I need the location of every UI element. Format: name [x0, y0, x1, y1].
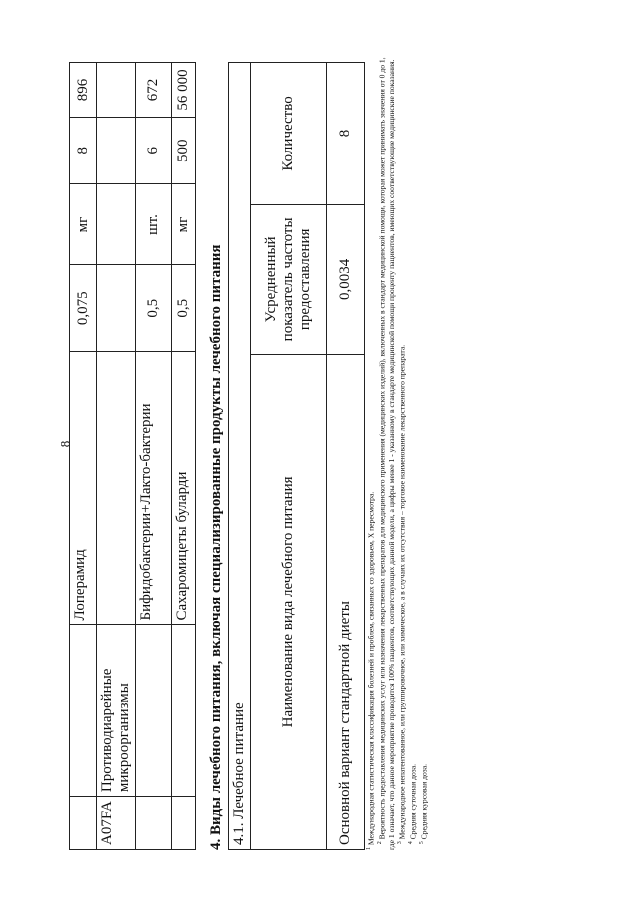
- table-row: [172, 63, 196, 850]
- table-row: [70, 63, 97, 850]
- footnote-4: $^4$ Средняя суточная доза.: [408, 763, 418, 845]
- table-row: [327, 63, 365, 850]
- column-header-name: Наименование вида лечебного питания: [251, 354, 327, 849]
- subsection-heading: 4.1. Лечебное питание: [229, 63, 251, 850]
- table-row: [136, 63, 172, 850]
- drug-daily-dose: 8: [70, 118, 97, 184]
- page-number: 8: [57, 440, 73, 448]
- section-heading: 4. Виды лечебного питания, включая специализированные продукты лечебного питания: [208, 244, 224, 850]
- table-header-row: [251, 63, 327, 850]
- table-row: [97, 63, 136, 850]
- column-header-quantity: Количество: [251, 63, 327, 205]
- drug-name: Сахаромицеты буларди: [172, 352, 196, 625]
- footnote-1: $^1$ Международная статистическая классификация болезней и проблем, связанных со здоровьем, X пересмотра.: [366, 491, 376, 850]
- drug-group: [136, 625, 172, 797]
- drug-name: Лоперамид: [70, 352, 97, 625]
- drug-course-dose: 56 000: [172, 63, 196, 118]
- drug-code: [172, 797, 196, 850]
- nutrition-table: [228, 62, 365, 850]
- footnote-3: $^3$ Международное непатентованное, или группировочное, или химическое, а в случаях их отсутствия – торговое наименование лекарственного препарата.: [397, 344, 407, 845]
- drug-unit: мг: [70, 184, 97, 265]
- drug-group: [172, 625, 196, 797]
- drug-name: Бифидобактерии+Лакто-бактерии: [136, 352, 172, 625]
- footnotes: [365, 50, 429, 850]
- drug-unit: мг: [172, 184, 196, 265]
- drug-daily-dose: 6: [136, 118, 172, 184]
- table-row: [229, 63, 251, 850]
- drug-group: [70, 625, 97, 797]
- footnote-5: $^5$ Средняя курсовая доза.: [419, 763, 429, 845]
- drug-table: [69, 62, 196, 850]
- drug-code: A07FA: [97, 797, 136, 850]
- drug-unit: [97, 184, 136, 265]
- drug-code: [70, 797, 97, 850]
- drug-course-dose: [97, 63, 136, 118]
- drug-course-dose: 896: [70, 63, 97, 118]
- diet-name: Основной вариант стандартной диеты: [327, 354, 365, 849]
- drug-frequency: 0,5: [172, 265, 196, 352]
- drug-daily-dose: 500: [172, 118, 196, 184]
- footnote-2: $^2$ Вероятность предоставления медицинских услуг или назначения лекарственных препаратов для медицинского применения (медицинских изделий), включенных в стандарт медицинской помощи, которая может принимать значения от 0 до 1, где 1 означает, что данное мероприятие проводится 100% пациентов, соответствующих данной модели, а цифры менее 1 - указанному в стандарте медицинской помощи проценту пациентов, имеющих соответствующие медицинские показания.: [376, 57, 396, 850]
- drug-frequency: 0,075: [70, 265, 97, 352]
- drug-unit: шт.: [136, 184, 172, 265]
- drug-code: [136, 797, 172, 850]
- drug-daily-dose: [97, 118, 136, 184]
- diet-quantity: 8: [327, 63, 365, 205]
- drug-course-dose: 672: [136, 63, 172, 118]
- column-header-frequency: Усредненный показатель частоты предоставления: [251, 204, 327, 354]
- drug-frequency: [97, 265, 136, 352]
- drug-group: Противодиарейные микроорганизмы: [97, 625, 136, 797]
- drug-name: [97, 352, 136, 625]
- drug-frequency: 0,5: [136, 265, 172, 352]
- diet-frequency: 0,0034: [327, 204, 365, 354]
